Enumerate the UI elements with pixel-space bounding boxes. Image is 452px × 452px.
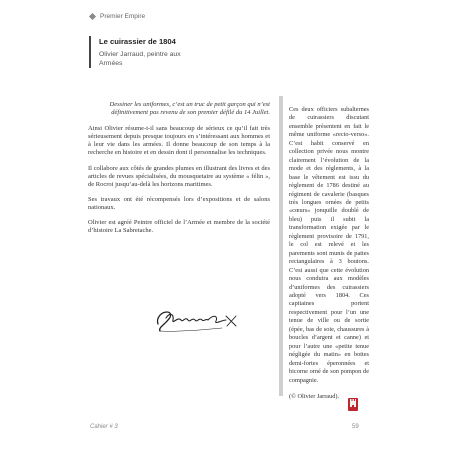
biography-paragraph: Olivier est agréé Peintre officiel de l’Armée et membre de la société d’histoire La Sabretache. — [88, 219, 270, 235]
page-number: 59 — [352, 424, 359, 430]
sidebar-rule — [279, 96, 283, 396]
biography-paragraph: Il collabore aux côtés de grandes plumes en illustrant des livres et des articles de revues spécialisées, du mousquetaire au système « félin », de Rocroi jusqu’au-delà les horizons maritimes. — [88, 164, 270, 188]
biography-intro: Dessiner les uniformes, c’est un truc de petit garçon qui n’est définitivement pas revenu de son premier défilé du 14 Juillet. — [109, 101, 270, 117]
running-head — [90, 13, 145, 20]
caption-text: Ces deux officiers subalternes de cuirassiers discutant ensemble présentent en fait le même uniforme «recto-verso». C’est habit conservé en collection privée nous montre clairement l’évolution de la mode et des règlements, à la base le vêtement est issu du règlement de 1786 destiné au régiment de cavalerie (basques très longues ornées de petits «cœurs» jonquille doublé de bleu) puis il subit la transformation exigée par le règlement provisoire de 1791, le col est relevé et les parements sont munis de pattes rectangulaires à 3 boutons. C’est aussi que cette évolution nous conduira aux modèles d’uniformes des cuirassiers adopté vers 1804. Ces capitaines portent respectivement pour l’un une tenue de ville ou de sortie (épée, bas de soie, chaussures à boucles d’argent et canne) et pour l’autre une «petite tenue négligée du matin» en bottes demi-fortes éperonnées et bicorne orné de son pompon de compagnie. — [289, 106, 369, 384]
footer-issue: Cahier # 3 — [90, 424, 118, 430]
article-title: Le cuirassier de 1804 — [99, 37, 176, 46]
castle-gate — [352, 405, 354, 407]
section-label: Premier Empire — [100, 13, 146, 20]
caption-column — [289, 106, 369, 401]
diamond-bullet-icon — [89, 13, 96, 20]
biography-column — [88, 101, 270, 242]
biography-paragraph: Ainsi Olivier résume-t-il sans beaucoup de sérieux ce qu’il fait très sérieusement depuis presque toujours en s’intéressant aux hommes et à leur vie dans les armées. Il donne beaucoup de son temps à la recherche en histoire et en dessin dont il personnalise les techniques. — [88, 125, 270, 157]
handwritten-signature — [152, 302, 247, 336]
caption-credit: (© Olivier Jarraud). — [289, 392, 340, 400]
article-author: Olivier Jarraud, peintre aux Armées — [99, 51, 181, 67]
article-title-block — [89, 36, 189, 68]
biography-paragraph: Ses travaux ont été récompensés lors d’expositions et de salons nationaux. — [88, 195, 270, 211]
castle-badge-icon — [348, 398, 358, 411]
